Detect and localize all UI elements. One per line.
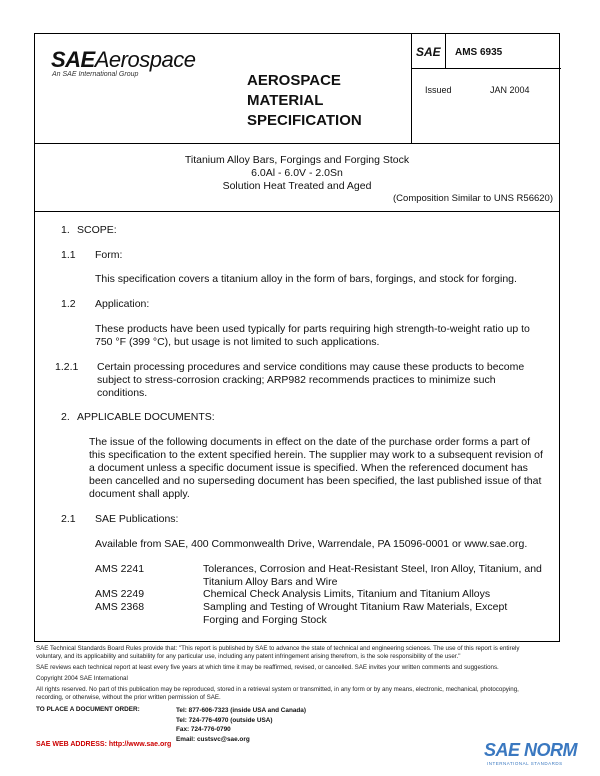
header-divider	[411, 68, 561, 69]
paragraph-line: These products have been used typically for parts requiring high strength-to-weight ratio up to	[95, 323, 530, 335]
web-link[interactable]: http://www.sae.org	[108, 741, 172, 748]
paragraph-line: Certain processing procedures and service conditions may cause these products to become	[97, 361, 525, 373]
paragraph-line: conditions.	[97, 387, 148, 399]
web-label: SAE WEB ADDRESS:	[36, 741, 107, 748]
footer-line: voluntary, and its applicability and suitability for any particular use, including any patent infringement arising therefrom, is the sole responsibility of the user."	[36, 653, 461, 660]
reference-code: AMS 2249	[95, 588, 145, 600]
order-contacts	[176, 706, 306, 744]
specification-body	[34, 212, 560, 642]
section-heading: Form:	[95, 249, 123, 261]
phone-outside: Tel: 724-776-4970 (outside USA)	[176, 716, 273, 724]
paragraph-line: a document unless a specific document issue is specified. When the referenced document has	[89, 462, 528, 474]
section-number: 2.	[61, 411, 70, 423]
issued-date: JAN 2004	[490, 85, 530, 95]
title-line: SPECIFICATION	[247, 112, 362, 129]
footer-line: SAE Technical Standards Board Rules provide that: "This report is published by SAE to advance the state of technical and engineering sciences. The use of this report is entirely	[36, 645, 520, 652]
section-number: 1.2.1	[55, 361, 79, 373]
paragraph-line: This specification covers a titanium alloy in the form of bars, forgings, and stock for forging.	[95, 273, 517, 285]
email-address: Email: custsvc@sae.org	[176, 735, 250, 743]
logo-subtitle: An SAE International Group	[52, 71, 139, 78]
section-number: 1.1	[61, 249, 76, 261]
section-number: 2.1	[61, 513, 76, 525]
subject-box	[34, 144, 560, 212]
reference-code: AMS 2241	[95, 563, 145, 575]
logo-aerospace-text: Aerospace	[94, 47, 196, 72]
document-type-title	[247, 71, 407, 131]
sae-norm-logo: SAE NORM	[484, 740, 578, 760]
subject-uns: (Composition Similar to UNS R56620)	[393, 193, 553, 204]
reference-title: Chemical Check Analysis Limits, Titanium and Titanium Alloys	[203, 588, 491, 600]
reference-title: Titanium Alloy Bars and Wire	[203, 576, 338, 588]
paragraph-line: been cancelled and no superseding document has been specified, the last published issue of that	[89, 475, 542, 487]
paragraph-line: this specification to the extent specified herein. The supplier may work to a subsequent revision of	[89, 449, 543, 461]
header-divider	[411, 34, 412, 144]
ams-number: AMS 6935	[455, 47, 503, 58]
footer-line: recording, or otherwise, without the prior written permission of SAE.	[36, 694, 221, 701]
paragraph-line: Available from SAE, 400 Commonwealth Drive, Warrendale, PA 15096-0001 or www.sae.org.	[95, 538, 528, 550]
section-number: 1.	[61, 224, 70, 236]
header-box	[34, 33, 560, 144]
paragraph-line: document shall apply.	[89, 488, 190, 500]
reference-code: AMS 2368	[95, 601, 145, 613]
phone-inside: Tel: 877-606-7323 (inside USA and Canada)	[176, 707, 306, 714]
reference-title: Sampling and Testing of Wrought Titanium Raw Materials, Except	[203, 601, 508, 613]
subject-composition: 6.0Al - 6.0V - 2.0Sn	[251, 167, 343, 179]
reference-title: Tolerances, Corrosion and Heat-Resistant Steel, Iron Alloy, Titanium, and	[203, 563, 542, 575]
footer-line: All rights reserved. No part of this publication may be reproduced, stored in a retrieval system or transmitted, in any form or by any means, electronic, mechanical, photocopying,	[36, 686, 519, 693]
footer-line: SAE reviews each technical report at least every five years at which time it may be reaffirmed, revised, or cancelled. SAE invites your written comments and suggestions.	[36, 664, 499, 671]
subject-condition: Solution Heat Treated and Aged	[222, 180, 372, 192]
paragraph-line: The issue of the following documents in effect on the date of the purchase order forms a part of	[89, 436, 531, 448]
paragraph-line: 750 °F (399 °C), but usage is not limited to such applications.	[95, 336, 380, 348]
fax-number: Fax: 724-776-0790	[176, 726, 231, 733]
reference-title: Forging and Forging Stock	[203, 614, 327, 626]
title-line: AEROSPACE	[247, 72, 341, 89]
section-heading: SCOPE:	[77, 224, 117, 236]
section-heading: Application:	[95, 298, 150, 310]
section-heading: APPLICABLE DOCUMENTS:	[77, 411, 215, 423]
order-label: TO PLACE A DOCUMENT ORDER:	[36, 706, 140, 713]
subject-title: Titanium Alloy Bars, Forgings and Forging Stock	[184, 154, 410, 166]
sae-norm-subtitle: INTERNATIONAL STANDARDS	[487, 761, 563, 766]
logo-sae-text: SAE	[51, 47, 95, 72]
paragraph-line: subject to stress-corrosion cracking; ARP982 recommends practices to minimize such	[97, 374, 496, 386]
header-divider	[445, 34, 446, 68]
sae-web-address	[36, 741, 171, 748]
footer-copyright: Copyright 2004 SAE International	[36, 675, 128, 682]
section-number: 1.2	[61, 298, 76, 310]
footer-rules	[36, 645, 566, 702]
issued-label: Issued	[425, 85, 452, 95]
sae-aerospace-logo	[51, 47, 195, 73]
sae-mark-logo: SAE	[416, 45, 441, 59]
title-line: MATERIAL	[247, 92, 324, 109]
section-heading: SAE Publications:	[95, 513, 179, 525]
